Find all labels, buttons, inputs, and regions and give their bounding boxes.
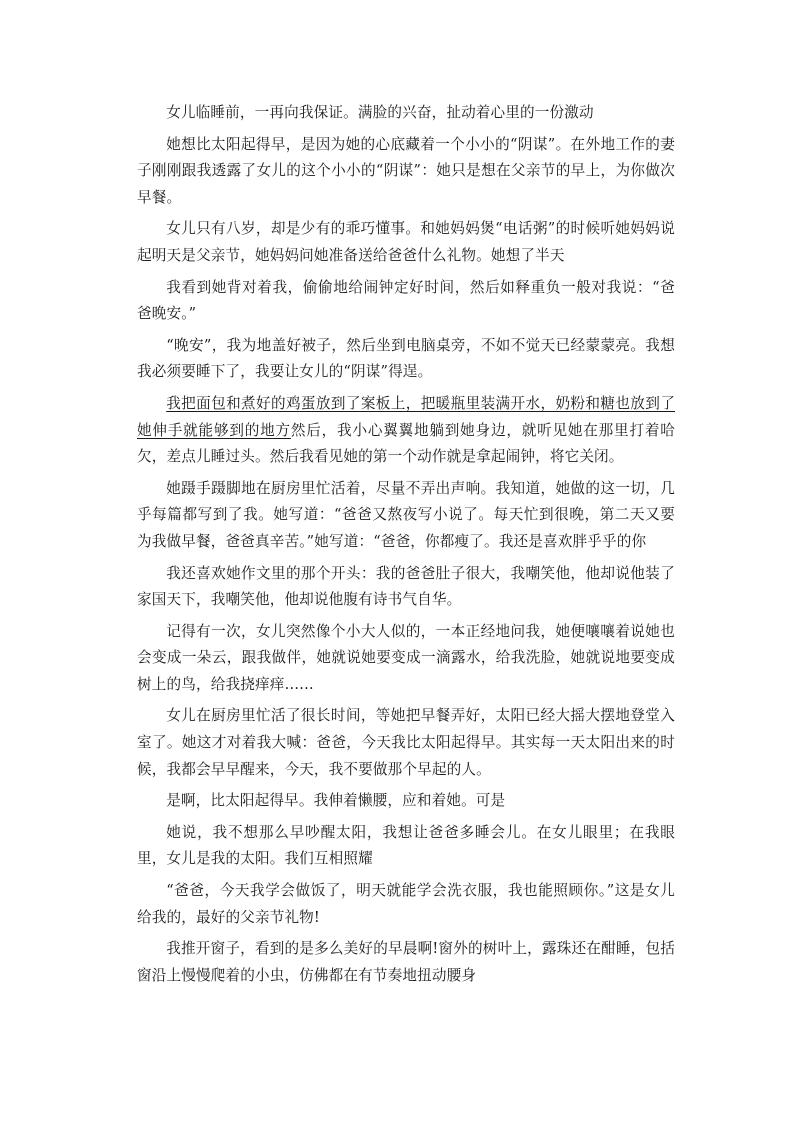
document-page xyxy=(137,100,675,989)
paragraph-8: 我还喜欢她作文里的那个开头：我的爸爸肚子很大，我嘲笑他，他却说他装了家国天下，我嘲笑他，他却说他腹有诗书气自华。 xyxy=(137,564,675,609)
paragraph-14: 我推开窗子，看到的是多么美好的早晨啊!窗外的树叶上，露珠还在酣睡，包括窗沿上慢慢爬着的小虫，仿佛都在有节奏地扭动腰身 xyxy=(137,940,675,984)
paragraph-6 xyxy=(137,391,675,471)
paragraph-4: 我看到她背对着我，偷偷地给闹钟定好时间，然后如释重负一般对我说：“爸爸晚安。” xyxy=(137,278,675,323)
paragraph-9: 记得有一次，女儿突然像个小大人似的，一本正经地问我，她便嚷嚷着说她也会变成一朵云，跟我做伴，她就说她要变成一滴露水，给我洗脸，她就说地要变成树上的鸟，给我挠痒痒…… xyxy=(137,622,675,693)
paragraph-12: 她说，我不想那么早吵醒太阳，我想让爸爸多睡会儿。在女儿眼里；在我眼里，女儿是我的太阳。我们互相照耀 xyxy=(137,823,675,868)
paragraph-5: “晚安”，我为地盖好被子，然后坐到电脑桌旁，不如不觉天已经蒙蒙亮。我想我必须要睡下了，我要让女儿的“阴谋”得逞。 xyxy=(137,336,675,381)
paragraph-1: 女儿临睡前，一再向我保证。满脸的兴奋，扯动着心里的一份激动 xyxy=(166,104,594,121)
paragraph-6-rest: 然后，我小心翼翼地躺到她身边，就听见她在那里打着哈欠，差点儿睡过头。然后我看见她的第一个动作就是拿起闹钟，将它关闭。 xyxy=(137,421,675,466)
paragraph-13: “爸爸，今天我学会做饭了，明天就能学会洗衣服，我也能照顾你。”这是女儿给我的，最好的父亲节礼物! xyxy=(137,882,675,926)
paragraph-2: 她想比太阳起得早，是因为她的心底藏着一个小小的“阴谋”。在外地工作的妻子刚刚跟我透露了女儿的这个小小的“阴谋”：她只是想在父亲节的早上，为你做次早餐。 xyxy=(137,135,675,206)
underlined-sentence: 我把面包和煮好的鸡蛋放到了案板上，把暖瓶里装满开水，奶粉和糖也放到了她伸手就能够到的地方 xyxy=(137,394,675,439)
paragraph-10: 女儿在厨房里忙活了很长时间，等她把早餐弄好，太阳已经大摇大摆地登堂入室了。她这才对着我大喊：爸爸，今天我比太阳起得早。其实每一天太阳出来的时候，我都会早早醒来，今天，我不要做那个早起的人。 xyxy=(137,707,675,778)
paragraph-3: 女儿只有八岁，却是少有的乖巧懂事。和她妈妈煲“电话粥”的时候听她妈妈说起明天是父亲节，她妈妈问她准备送给爸爸什么礼物。她想了半天 xyxy=(137,220,675,264)
paragraph-7: 她蹑手蹑脚地在厨房里忙活着，尽量不弄出声响。我知道，她做的这一切，几乎每篇都写到了我。她写道：“爸爸又熬夜写小说了。每天忙到很晚，第二天又要为我做早餐，爸爸真辛苦。”她写道：“爸爸，你都瘦了。我还是喜欢胖乎乎的你 xyxy=(137,479,675,550)
paragraph-11: 是啊，比太阳起得早。我伸着懒腰，应和着她。可是 xyxy=(166,792,506,810)
